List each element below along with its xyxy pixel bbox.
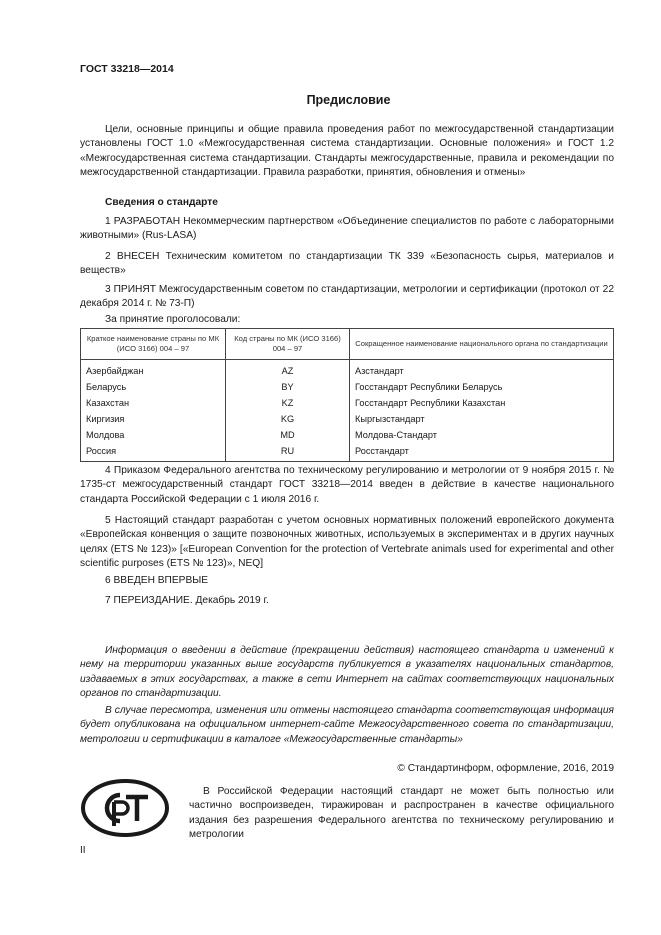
code-cell: RU bbox=[226, 444, 350, 462]
body-cell: Азстандарт bbox=[350, 360, 614, 380]
country-cell: Киргизия bbox=[81, 412, 226, 428]
code-cell: MD bbox=[226, 428, 350, 444]
table-row bbox=[81, 396, 614, 412]
item-6-introduced: 6 ВВЕДЕН ВПЕРВЫЕ bbox=[105, 575, 209, 586]
section-heading: Сведения о стандарте bbox=[105, 197, 218, 208]
item-4-order: 4 Приказом Федерального агентства по техническому регулированию и метрологии от 9 ноября 2015 г. № 1735-ст межгосударственный стандарт ГОСТ 33218—2014 введен в действие в качестве национального стандарта Российской Федерации с 1 июля 2016 г. bbox=[80, 465, 614, 505]
body-cell: Кыргызстандарт bbox=[350, 412, 614, 428]
country-cell: Казахстан bbox=[81, 396, 226, 412]
copyright-line: © Стандартинформ, оформление, 2016, 2019 bbox=[397, 763, 614, 774]
info-paragraph-1: Информация о введении в действие (прекращении действия) настоящего стандарта и изменений к нему на территории указанных выше государств публикуется в указателях национальных стандартов, издаваемых в этих государствах, а также в сети Интернет на сайтах соответствующих национальных органов по стандартизации. bbox=[80, 645, 614, 700]
body-cell: Росстандарт bbox=[350, 444, 614, 462]
page-title: Предисловие bbox=[306, 93, 391, 107]
table-row bbox=[81, 380, 614, 396]
country-cell: Азербайджан bbox=[81, 360, 226, 380]
code-cell: AZ bbox=[226, 360, 350, 380]
item-5-basis: 5 Настоящий стандарт разработан с учетом основных нормативных положений европейского документа «Европейская конвенция о защите позвоночных животных, используемых в экспериментах и в других научных целях (ETS № 123)» [«European Convention for the protection of Vertebrate animals used for experimental and other scientific purposes (ETS № 123)», NEQ] bbox=[80, 515, 614, 570]
info-paragraph-2: В случае пересмотра, изменения или отмены настоящего стандарта соответствующая информация будет опубликована на официальном интернет-сайте Межгосударственного совета по стандартизации, метрологии и сертификации в каталоге «Межгосударственные стандарты» bbox=[80, 705, 614, 745]
code-cell: KG bbox=[226, 412, 350, 428]
page-number: II bbox=[80, 845, 86, 856]
intro-paragraph: Цели, основные принципы и общие правила проведения работ по межгосударственной стандартизации установлены ГОСТ 1.0 «Межгосударственная система стандартизации. Основные положения» и ГОСТ 1.2 «Межгосударственная система стандартизации. Стандарты межгосударственные, правила и рекомендации по межгосударственной стандартизации. Правила разработки, принятия, обновления и отмены» bbox=[80, 124, 614, 179]
column-header-body: Сокращенное наименование национального органа по стандартизации bbox=[350, 329, 614, 360]
code-cell: BY bbox=[226, 380, 350, 396]
voting-countries-table bbox=[80, 328, 614, 462]
country-cell: Россия bbox=[81, 444, 226, 462]
voted-label: За принятие проголосовали: bbox=[105, 314, 241, 325]
item-3-adopted: 3 ПРИНЯТ Межгосударственным советом по стандартизации, метрологии и сертификации (протокол от 22 декабря 2014 г. № 73-П) bbox=[80, 284, 614, 310]
country-cell: Беларусь bbox=[81, 380, 226, 396]
table-row bbox=[81, 444, 614, 462]
country-cell: Молдова bbox=[81, 428, 226, 444]
code-cell: KZ bbox=[226, 396, 350, 412]
column-header-country: Краткое наименование страны по МК (ИСО 3166) 004 – 97 bbox=[81, 329, 226, 360]
table-row bbox=[81, 360, 614, 380]
reproduction-notice: В Российской Федерации настоящий стандарт не может быть полностью или частично воспроизведен, тиражирован и распространен в качестве официального издания без разрешения Федерального агентства по техническому регулированию и метрологии bbox=[189, 786, 614, 841]
item-2-submitted: 2 ВНЕСЕН Техническим комитетом по стандартизации ТК 339 «Безопасность сырья, материалов и веществ» bbox=[80, 251, 614, 277]
table-header-row bbox=[81, 329, 614, 360]
column-header-code: Код страны по МК (ИСО 3166) 004 – 97 bbox=[226, 329, 350, 360]
table-row bbox=[81, 428, 614, 444]
body-cell: Госстандарт Республики Казахстан bbox=[350, 396, 614, 412]
item-7-reissue: 7 ПЕРЕИЗДАНИЕ. Декабрь 2019 г. bbox=[105, 595, 269, 606]
rst-certification-logo-icon bbox=[80, 778, 170, 838]
body-cell: Госстандарт Республики Беларусь bbox=[350, 380, 614, 396]
body-cell: Молдова-Стандарт bbox=[350, 428, 614, 444]
document-code-header: ГОСТ 33218—2014 bbox=[80, 63, 174, 75]
item-1-developed: 1 РАЗРАБОТАН Некоммерческим партнерством «Объединение специалистов по работе с лабораторными животными» (Rus-LASA) bbox=[80, 216, 614, 242]
table-row bbox=[81, 412, 614, 428]
